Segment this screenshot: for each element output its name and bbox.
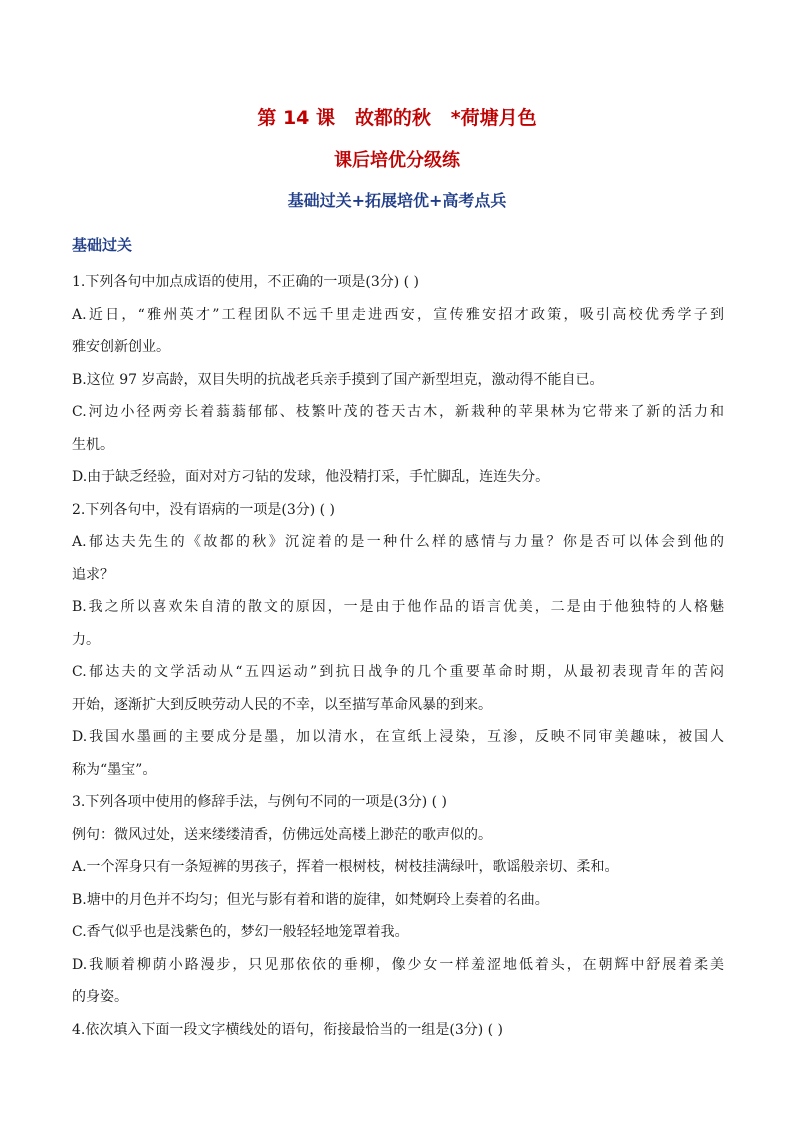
option-a-line-2: 追求？ [72,566,114,583]
question-stem: 2.下列各句中，没有语病的一项是(3分) ( ) [72,501,336,518]
option-a-line-1: A.郁达夫先生的《故都的秋》沉淀着的是一种什么样的感情与力量？你是否可以体会到他的 [72,534,724,550]
example-sentence: 例句：微风过处，送来缕缕清香，仿佛远处高楼上渺茫的歌声似的。 [72,826,492,843]
option-a-line-2: 雅安创新创业。 [72,339,170,355]
option-d-line-1: D.我顺着柳荫小路漫步，只见那依依的垂柳，像少女一样羞涩地低着头，在朝辉中舒展着柔美 [72,956,724,973]
question-list [72,266,724,1046]
option-c: C.香气似乎也是浅紫色的，梦幻一般轻轻地笼罩着我。 [72,924,409,940]
option-a-line-1: A.近日，“雅州英才”工程团队不远千里走进西安，宣传雅安招才政策，吸引高校优秀学子到 [72,306,724,323]
option-d-line-2: 称为“墨宝”。 [72,761,157,778]
option-b: B.这位 97 岁高龄，双目失明的抗战老兵亲手摸到了国产新型坦克，激动得不能自已。 [72,371,604,388]
question-stem: 3.下列各项中使用的修辞手法，与例句不同的一项是(3分) ( ) [72,794,448,810]
option-b-line-1: B.我之所以喜欢朱自清的散文的原因，一是由于他作品的语言优美，二是由于他独特的人格魅 [72,599,724,615]
option-c-line-1: C.郁达夫的文学活动从“五四运动”到抗日战争的几个重要革命时期，从最初表现青年的苦闷 [72,664,724,680]
section-heading: 基础过关 [72,236,133,254]
option-c-line-1: C.河边小径两旁长着蓊蓊郁郁、枝繁叶茂的苍天古木，新栽种的苹果林为它带来了新的活力和 [72,404,724,420]
option-c-line-2: 生机。 [72,436,114,453]
option-d-line-1: D.我国水墨画的主要成分是墨，加以清水，在宣纸上浸染，互渗，反映不同审美趣味，被国人 [72,729,724,745]
lesson-tagline: 基础过关+拓展培优+高考点兵 [287,191,507,210]
option-c-line-2: 开始，逐渐扩大到反映劳动人民的不幸，以至描写革命风暴的到来。 [72,696,492,713]
option-d-line-2: 的身姿。 [72,989,128,1005]
question-2 [72,494,724,787]
question-stem: 4.依次填入下面一段文字横线处的语句，衔接最恰当的一组是(3分) ( ) [72,1021,504,1038]
lesson-title: 第 14 课 故都的秋 *荷塘月色 [257,107,537,129]
question-3 [72,786,724,1014]
question-1 [72,266,724,494]
question-stem: 1.下列各句中加点成语的使用，不正确的一项是(3分) ( ) [72,274,420,290]
lesson-subtitle: 课后培优分级练 [334,150,460,171]
option-b-line-2: 力。 [72,631,100,648]
option-d: D.由于缺乏经验，面对对方刁钻的发球，他没精打采，手忙脚乱，连连失分。 [72,469,550,485]
option-a: A.一个浑身只有一条短裤的男孩子，挥着一根树枝，树枝挂满绿叶，歌谣般亲切、柔和。 [72,859,619,875]
option-b: B.塘中的月色并不均匀；但光与影有着和谐的旋律，如梵婀玲上奏着的名曲。 [72,891,549,908]
question-4 [72,1014,724,1047]
